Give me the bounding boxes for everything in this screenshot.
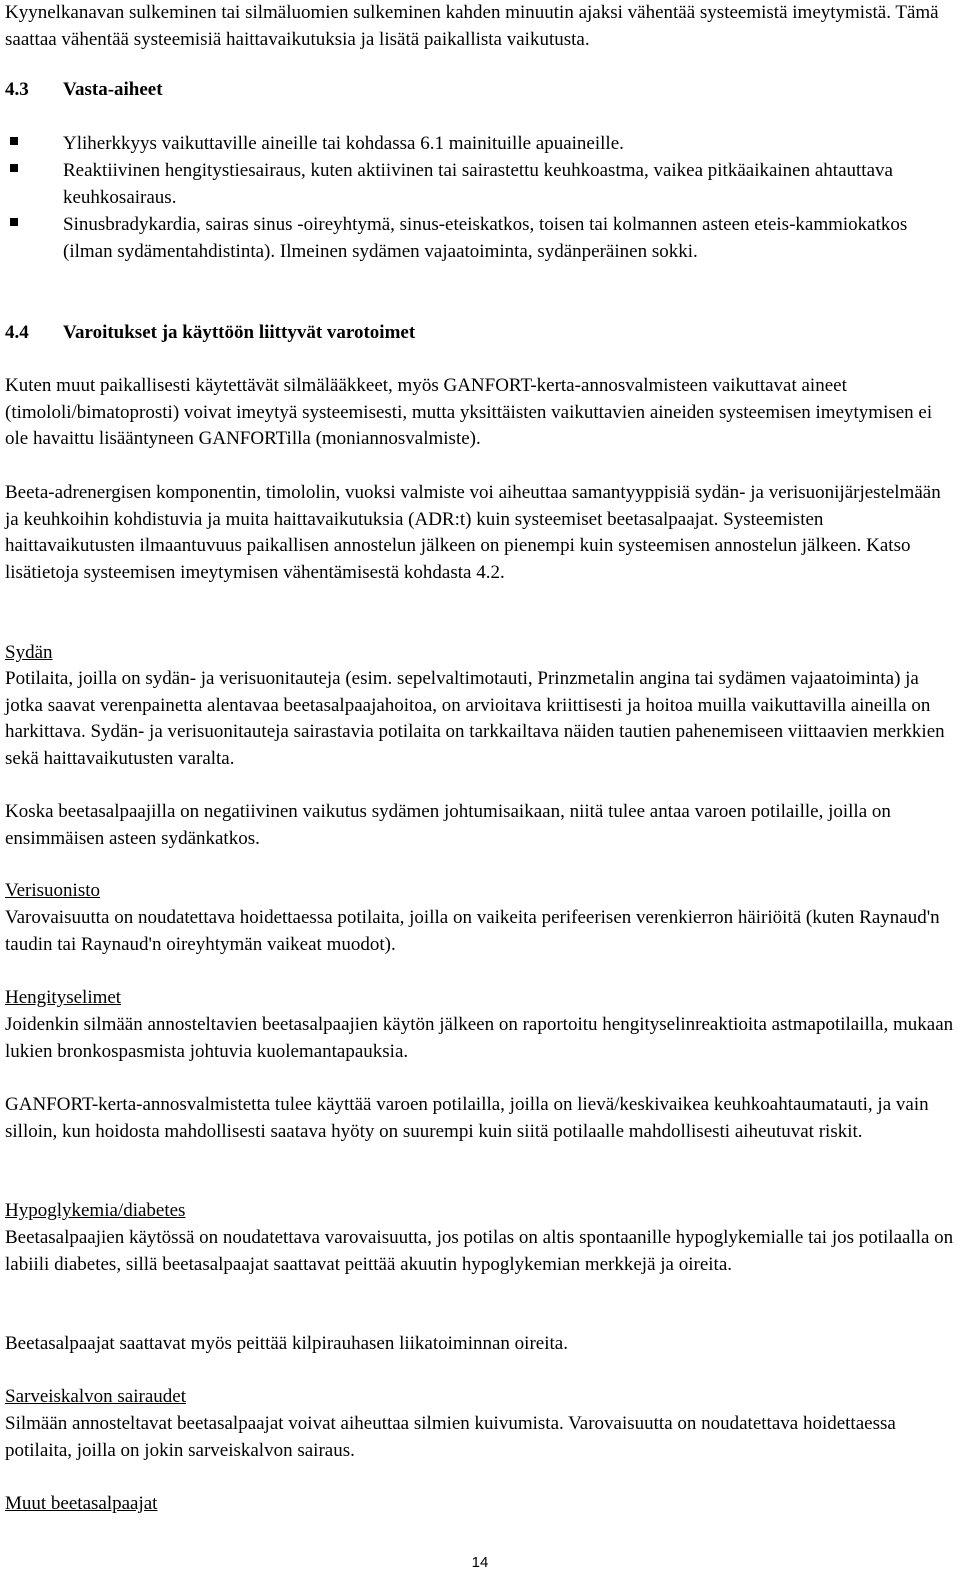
list-item <box>5 131 955 158</box>
paragraph: GANFORT-kerta-annosvalmistetta tulee käyttää varoen potilailla, joilla on lievä/keskivaikea keuhkoahtaumatauti, ja vain silloin, kun hoidosta mahdollisesti saatava hyöty on suurempi kuin siitä potilaalle mahdollisesti aiheutuvat riskit. <box>5 1094 929 1142</box>
subheading-hengityselimet: Hengityselimet <box>5 987 122 1008</box>
paragraph: Beeta-adrenergisen komponentin, timololin, vuoksi valmiste voi aiheuttaa samantyyppisiä sydän- ja verisuonijärjestelmään ja keuhkoihin kohdistuvia ja muita haittavaikutuksia (ADR:t) kuin systeemiset beetasalpaajat. Systeemisten haittavaikutusten ilmaantuvuus paikallisen annostelun jälkeen on pienempi kuin systeemisen annostelun jälkeen. Katso lisätietoja systeemisen imeytymisen vähentämisestä kohdasta 4.2. <box>5 482 941 583</box>
paragraph: Varovaisuutta on noudatettava hoidettaessa potilaita, joilla on vaikeita perifeerisen verenkierron häiriöitä (kuten Raynaud'n taudin tai Raynaud'n oireyhtymän vaikeat muodot). <box>5 907 940 955</box>
subheading-muut-beetasalpaajat: Muut beetasalpaajat <box>5 1493 158 1514</box>
subheading-verisuonisto: Verisuonisto <box>5 880 100 901</box>
bullet-icon <box>10 137 18 145</box>
page-number: 14 <box>471 1554 489 1571</box>
bullet-icon <box>10 164 18 172</box>
list-item-text: Reaktiivinen hengitystiesairaus, kuten aktiivinen tai sairastettu keuhkoastma, vaikea pitkäaikainen ahtauttava keuhkosairaus. <box>63 160 893 208</box>
bullet-icon <box>10 218 18 226</box>
section-4-3-heading <box>5 77 163 104</box>
paragraph: Joidenkin silmään annosteltavien beetasalpaajien käytön jälkeen on raportoitu hengityselinreaktioita astmapotilailla, mukaan lukien bronkospasmista johtuvia kuolemantapauksia. <box>5 1014 954 1062</box>
list-item-text: Yliherkkyys vaikuttaville aineille tai kohdassa 6.1 mainituille apuaineille. <box>63 133 624 154</box>
section-title: Vasta-aiheet <box>63 79 163 100</box>
list-item <box>5 158 955 211</box>
paragraph: Kuten muut paikallisesti käytettävät silmälääkkeet, myös GANFORT-kerta-annosvalmisteen vaikuttavat aineet (timololi/bimatoprosti) voivat imeytyä systeemisesti, mutta yksittäisten vaikuttavien aineiden systeemisen imeytymisen ei ole havaittu lisääntyneen GANFORTilla (moniannosvalmiste). <box>5 375 933 450</box>
paragraph: Silmään annosteltavat beetasalpaajat voivat aiheuttaa silmien kuivumista. Varovaisuutta on noudatettava hoidettaessa potilaita, joilla on jokin sarveiskalvon sairaus. <box>5 1413 896 1461</box>
paragraph: Koska beetasalpaajilla on negatiivinen vaikutus sydämen johtumisaikaan, niitä tulee antaa varoen potilaille, joilla on ensimmäisen asteen sydänkatkos. <box>5 801 891 849</box>
paragraph: Beetasalpaajat saattavat myös peittää kilpirauhasen liikatoiminnan oireita. <box>5 1333 568 1354</box>
paragraph: Potilaita, joilla on sydän- ja verisuonitauteja (esim. sepelvaltimotauti, Prinzmetalin angina tai sydämen vajaatoiminta) ja jotka saavat verenpainetta alentavaa beetasalpaajahoitoa, on arvioitava kriittisesti ja hoitoa muilla vaikuttavilla aineilla on harkittava. Sydän- ja verisuonitauteja sairastavia potilaita on tarkkailtava näiden tautien pahenemiseen viittaavien merkkien sekä haittavaikutusten varalta. <box>5 668 945 769</box>
intro-paragraph: Kyynelkanavan sulkeminen tai silmäluomien sulkeminen kahden minuutin ajaksi vähentää systeemistä imeytymistä. Tämä saattaa vähentää systeemisiä haittavaikutuksia ja lisätä paikallista vaikutusta. <box>5 2 939 50</box>
subheading-sarveiskalvo: Sarveiskalvon sairaudet <box>5 1386 186 1407</box>
section-number: 4.3 <box>5 79 29 100</box>
list-item-text: Sinusbradykardia, sairas sinus -oireyhtymä, sinus-eteiskatkos, toisen tai kolmannen asteen eteis-kammiokatkos (ilman sydämentahdistinta). Ilmeinen sydämen vajaatoiminta, sydänperäinen sokki. <box>63 214 908 262</box>
paragraph: Beetasalpaajien käytössä on noudatettava varovaisuutta, jos potilas on altis spontaanille hypoglykemialle tai jos potilaalla on labiili diabetes, sillä beetasalpaajat saattavat peittää akuutin hypoglykemian merkkejä ja oireita. <box>5 1227 954 1275</box>
subheading-sydan: Sydän <box>5 642 53 663</box>
section-title: Varoitukset ja käyttöön liittyvät varotoimet <box>63 322 416 343</box>
section-number: 4.4 <box>5 322 29 343</box>
section-4-4-heading <box>5 320 415 347</box>
list-item <box>5 212 955 265</box>
subheading-hypoglykemia: Hypoglykemia/diabetes <box>5 1200 186 1221</box>
